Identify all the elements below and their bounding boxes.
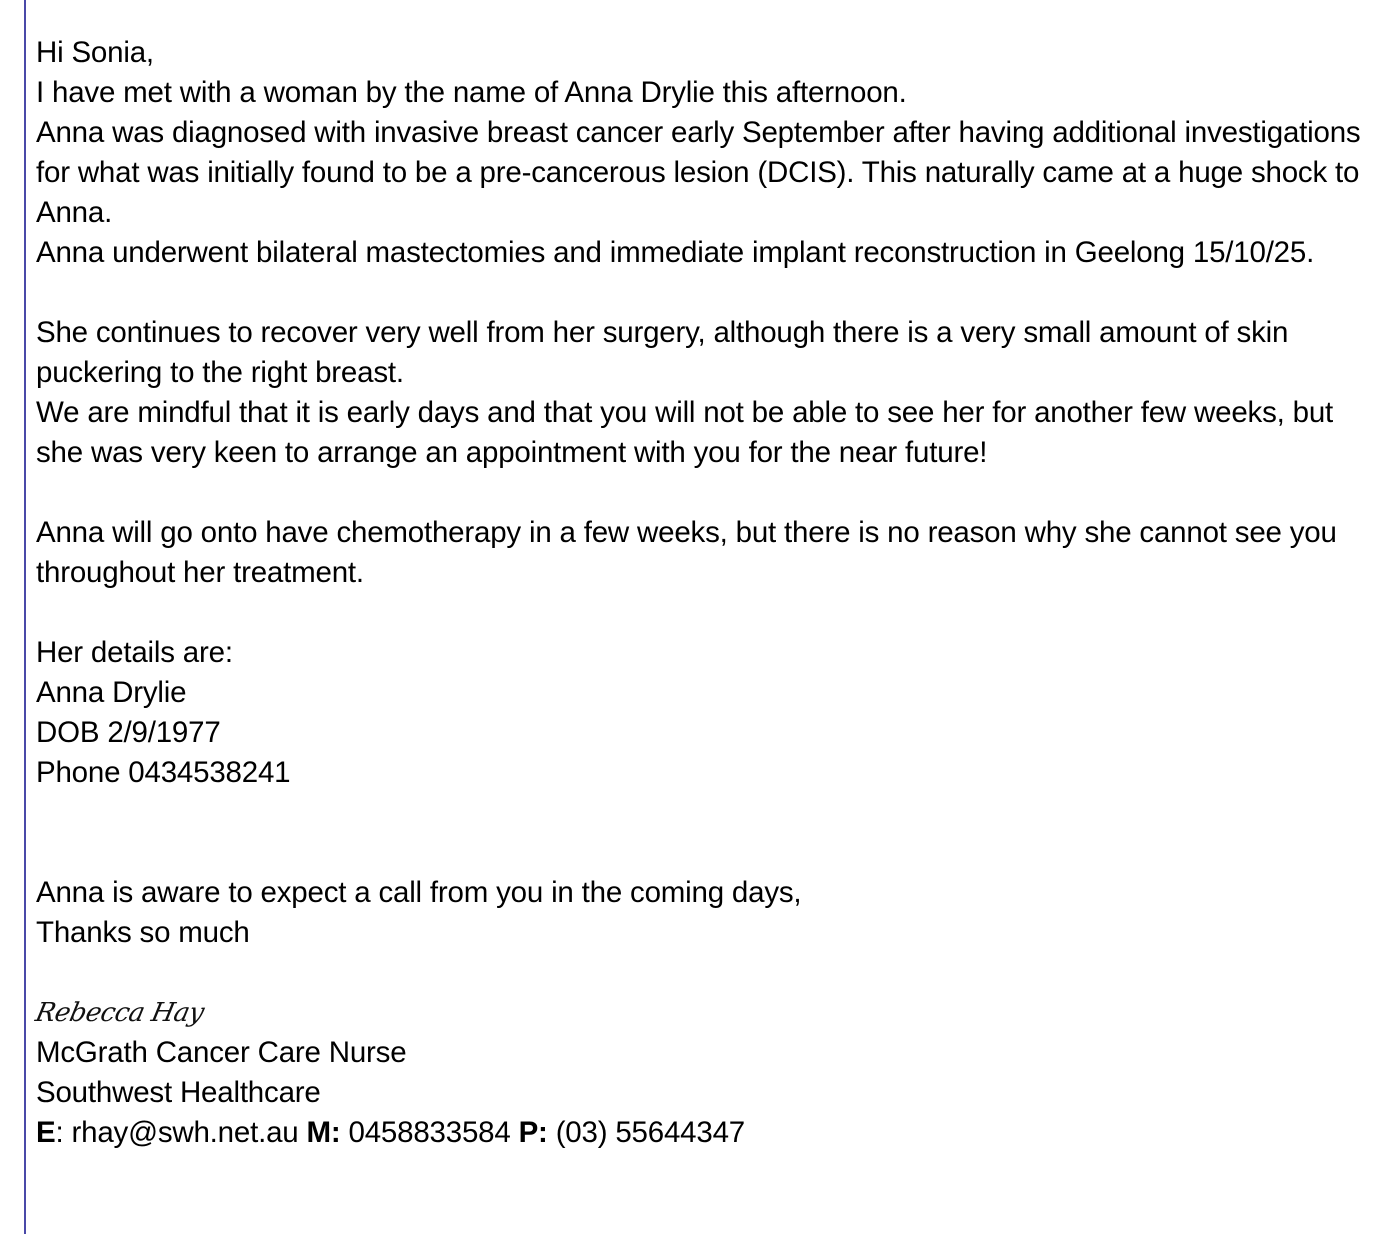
email-separator: : (55, 1116, 72, 1149)
greeting: Hi Sonia, (36, 36, 154, 69)
diagnosis-paragraph: Anna was diagnosed with invasive breast cancer early September after having additional investigations for what was initially found to be a pre-cancerous lesion (DCIS). This naturally came at a huge shock to Anna. (36, 116, 1361, 229)
details-heading: Her details are: (36, 636, 233, 669)
patient-name: Anna Drylie (36, 676, 187, 709)
email-label: E (36, 1116, 56, 1149)
spacer (36, 953, 1376, 993)
chemo-paragraph: Anna will go onto have chemotherapy in a few weeks, but there is no reason why she cannot see you throughout her treatment. (36, 516, 1337, 589)
phone-label: P: (518, 1116, 548, 1149)
spacer (36, 473, 1376, 513)
spacer (36, 593, 1376, 633)
handwritten-signature: Rebecca Hay (32, 998, 207, 1028)
surgery-paragraph: Anna underwent bilateral mastectomies and immediate implant reconstruction in Geelong 15/10/25. (36, 236, 1315, 269)
email-address[interactable]: rhay@swh.net.au (71, 1116, 299, 1149)
spacer (36, 793, 1376, 833)
contact-line (36, 1113, 1376, 1153)
phone-number[interactable]: (03) 55644347 (555, 1116, 745, 1149)
quote-bar (24, 0, 26, 1234)
email-body (32, 33, 1376, 1153)
patient-phone: Phone 0434538241 (36, 756, 291, 789)
intro-paragraph: I have met with a woman by the name of Anna Drylie this afternoon. (36, 76, 907, 109)
closing-note: Anna is aware to expect a call from you in the coming days, (36, 876, 802, 909)
appointment-paragraph: We are mindful that it is early days and that you will not be able to see her for another few weeks, but she was very keen to arrange an appointment with you for the near future! (36, 396, 1334, 469)
signature-title: McGrath Cancer Care Nurse (36, 1036, 407, 1069)
mobile-number[interactable]: 0458833584 (348, 1116, 511, 1149)
spacer (36, 833, 1376, 873)
spacer (36, 273, 1376, 313)
thanks-line: Thanks so much (36, 916, 250, 949)
signature-organisation: Southwest Healthcare (36, 1076, 321, 1109)
recovery-paragraph: She continues to recover very well from her surgery, although there is a very small amount of skin puckering to the right breast. (36, 316, 1289, 389)
signature-block (32, 993, 1376, 1033)
mobile-label: M: (306, 1116, 341, 1149)
patient-dob: DOB 2/9/1977 (36, 716, 221, 749)
